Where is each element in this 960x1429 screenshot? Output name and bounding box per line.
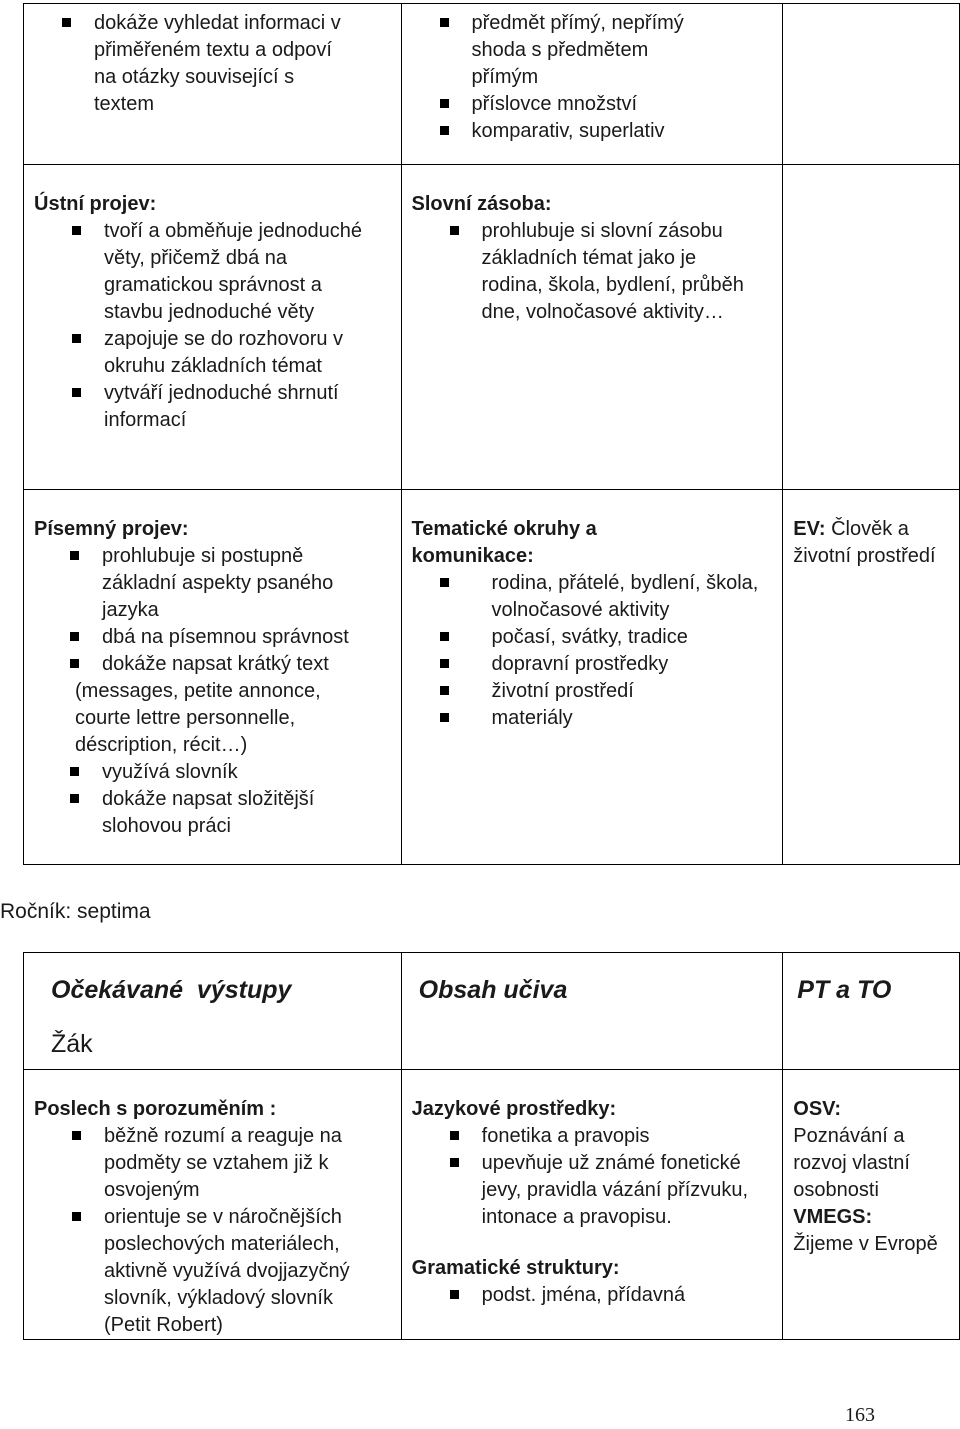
column-header-topics: PT a TO	[797, 976, 892, 1004]
bullet-list	[412, 1282, 762, 1309]
list-item: dopravní prostředky	[412, 651, 772, 678]
column-header-outcomes: Očekávané výstupy	[51, 976, 292, 1004]
list-item: počasí, svátky, tradice	[412, 624, 772, 651]
outcomes-cell	[24, 1070, 402, 1340]
list-item: podst. jména, přídavná	[412, 1282, 762, 1309]
column-header-content: Obsah učiva	[418, 976, 568, 1004]
bullet-list	[34, 543, 374, 678]
list-item: běžně rozumí a reaguje na podměty se vztahem již k osvojeným	[34, 1123, 384, 1204]
column-subheader: Žák	[51, 1030, 93, 1058]
list-item: dbá na písemnou správnost	[34, 624, 374, 651]
table-row	[24, 1070, 960, 1340]
topics-cell	[783, 1070, 960, 1340]
outcomes-cell	[24, 490, 402, 865]
outcomes-cell	[24, 165, 402, 490]
header-cell-outcomes	[24, 953, 402, 1070]
outcomes-cell	[24, 4, 402, 165]
list-item: materiály	[412, 705, 772, 732]
section-heading: Jazykové prostředky:	[411, 1098, 617, 1120]
topic-label-ev: EV:	[793, 518, 826, 540]
content-cell	[401, 1070, 783, 1340]
list-item: prohlubuje si slovní zásobu základních témat jako je rodina, škola, bydlení, průběh dne, volnočasové aktivity…	[412, 218, 752, 326]
list-item: tvoří a obměňuje jednoduché věty, přičemž dbá na gramatickou správnost a stavbu jednoduché věty	[34, 218, 374, 326]
list-item: dokáže vyhledat informaci v přiměřeném textu a odpoví na otázky související s textem	[34, 10, 344, 118]
topics-cell	[783, 4, 960, 165]
list-item: zapojuje se do rozhovoru v okruhu základních témat	[34, 326, 374, 380]
list-item: životní prostředí	[412, 678, 772, 705]
section-heading: Slovní zásoba:	[411, 193, 552, 215]
list-item: fonetika a pravopis	[412, 1123, 762, 1150]
list-item: předmět přímý, nepřímý shoda s předmětem přímým	[412, 10, 712, 91]
list-item: příslovce množství	[412, 91, 712, 118]
text-examples: (messages, petite annonce, courte lettre personnelle, déscription, récit…)	[75, 680, 321, 756]
bullet-list	[34, 1123, 384, 1339]
bullet-list	[412, 218, 752, 326]
bullet-list	[412, 10, 712, 145]
list-item: dokáže napsat složitější slohovou práci	[34, 786, 374, 840]
section-heading: Gramatické struktury:	[411, 1257, 620, 1279]
bullet-list	[412, 570, 772, 732]
list-item: komparativ, superlativ	[412, 118, 712, 145]
list-item: upevňuje už známé fonetické jevy, pravidla vázání přízvuku, intonace a pravopisu.	[412, 1150, 762, 1231]
bullet-list	[412, 1123, 762, 1231]
grade-label: Ročník: septima	[0, 900, 151, 923]
content-cell	[401, 165, 783, 490]
section-heading: Tematické okruhy a komunikace:	[411, 518, 597, 567]
list-item: prohlubuje si postupně základní aspekty psaného jazyka	[34, 543, 374, 624]
list-item: vytváří jednoduché shrnutí informací	[34, 380, 374, 434]
list-item: orientuje se v náročnějších poslechových materiálech, aktivně využívá dvojjazyčný slovník, výkladový slovník (Petit Robert)	[34, 1204, 384, 1339]
list-item: dokáže napsat krátký text	[34, 651, 374, 678]
content-cell	[401, 4, 783, 165]
table-row	[24, 165, 960, 490]
content-cell	[401, 490, 783, 865]
list-item: využívá slovník	[34, 759, 374, 786]
bullet-list	[34, 10, 344, 118]
section-heading: Ústní projev:	[34, 193, 157, 215]
page-number: 163	[845, 1404, 875, 1426]
curriculum-table-septima	[23, 952, 960, 1340]
header-cell-content	[401, 953, 783, 1070]
topics-cell	[783, 490, 960, 865]
table-row	[24, 4, 960, 165]
header-cell-topics	[783, 953, 960, 1070]
bullet-list	[34, 218, 374, 434]
topic-text: Poznávání a rozvoj vlastní osobnosti	[793, 1125, 910, 1201]
topic-text: Člověk a životní prostředí	[793, 518, 936, 567]
table-row	[24, 490, 960, 865]
topics-cell	[783, 165, 960, 490]
table-header-row	[24, 953, 960, 1070]
topic-label-osv: OSV:	[793, 1098, 842, 1120]
topic-text: Žijeme v Evropě	[793, 1233, 938, 1255]
section-heading: Písemný projev:	[34, 518, 189, 540]
topic-label-vmegs: VMEGS:	[793, 1206, 873, 1228]
curriculum-table-sexta	[23, 3, 960, 865]
bullet-list	[34, 759, 374, 840]
list-item: rodina, přátelé, bydlení, škola, volnočasové aktivity	[412, 570, 772, 624]
section-heading: Poslech s porozuměním :	[34, 1098, 277, 1120]
